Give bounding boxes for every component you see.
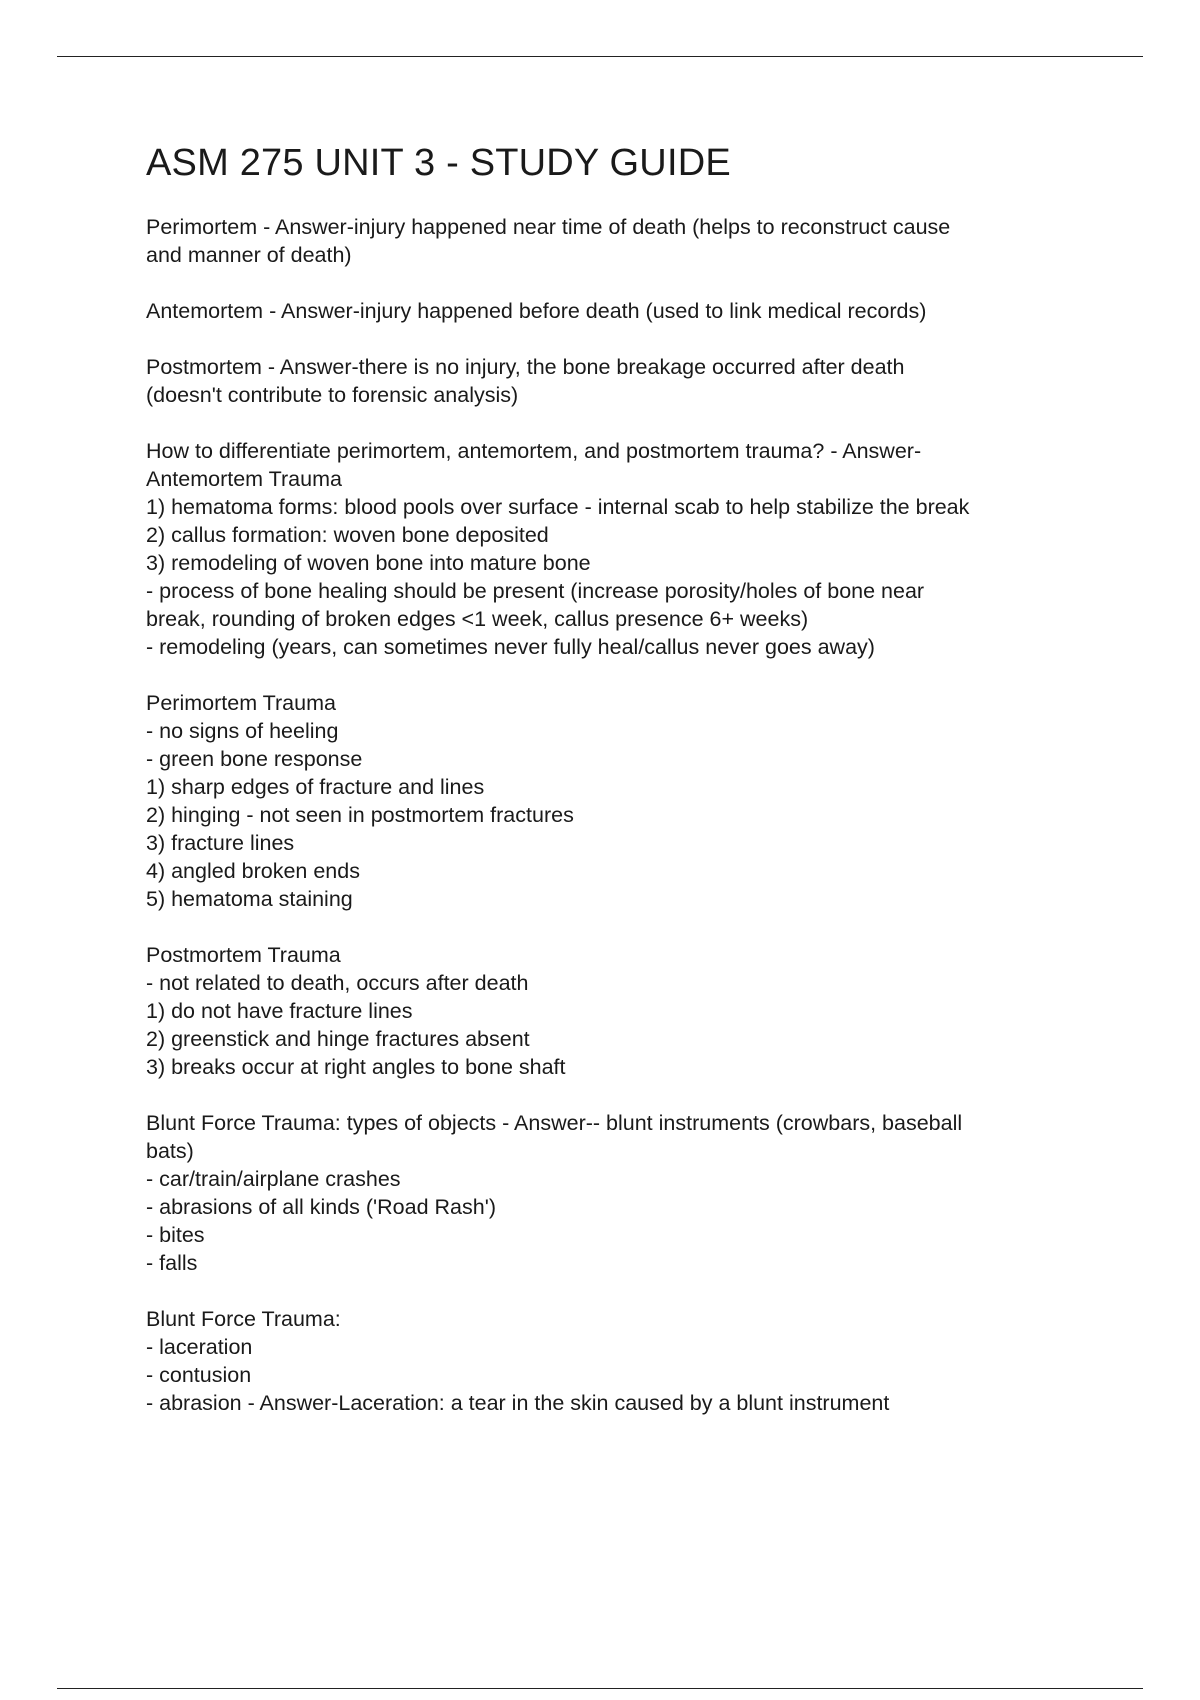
entry-blunt-force-types: Blunt Force Trauma: - laceration - contusion - abrasion - Answer-Laceration: a tear in the skin caused by a blunt instrument (146, 1307, 890, 1415)
entry-differentiate-trauma: How to differentiate perimortem, antemortem, and postmortem trauma? - Answer- Antemortem Trauma 1) hematoma forms: blood pools over surface - internal scab to help stabilize the break 2) callus formation: woven bone deposited 3) remodeling of woven bone into mature bone - process of bone healing should be present (increase porosity/holes of bone near break, rounding of broken edges <1 week, callus presence 6+ weeks) - remodeling (years, can sometimes never fully heal/callus never goes away) (146, 439, 970, 659)
entry-perimortem: Perimortem - Answer-injury happened near time of death (helps to reconstruct cause and manner of death) (146, 215, 951, 267)
entry-perimortem-trauma: Perimortem Trauma - no signs of heeling - green bone response 1) sharp edges of fracture and lines 2) hinging - not seen in postmortem fractures 3) fracture lines 4) angled broken ends 5) hematoma staining (146, 691, 574, 911)
entry-antemortem: Antemortem - Answer-injury happened before death (used to link medical records) (146, 299, 927, 323)
entry-postmortem: Postmortem - Answer-there is no injury, the bone breakage occurred after death (doesn't contribute to forensic analysis) (146, 355, 905, 407)
top-divider (57, 56, 1143, 57)
document-title: ASM 275 UNIT 3 - STUDY GUIDE (146, 142, 731, 184)
bottom-divider (57, 1688, 1143, 1689)
entry-postmortem-trauma: Postmortem Trauma - not related to death, occurs after death 1) do not have fracture lines 2) greenstick and hinge fractures absent 3) breaks occur at right angles to bone shaft (146, 943, 566, 1079)
entry-blunt-force-objects: Blunt Force Trauma: types of objects - Answer-- blunt instruments (crowbars, baseball bats) - car/train/airplane crashes - abrasions of all kinds ('Road Rash') - bites - falls (146, 1111, 963, 1275)
document-body (146, 140, 1086, 1445)
